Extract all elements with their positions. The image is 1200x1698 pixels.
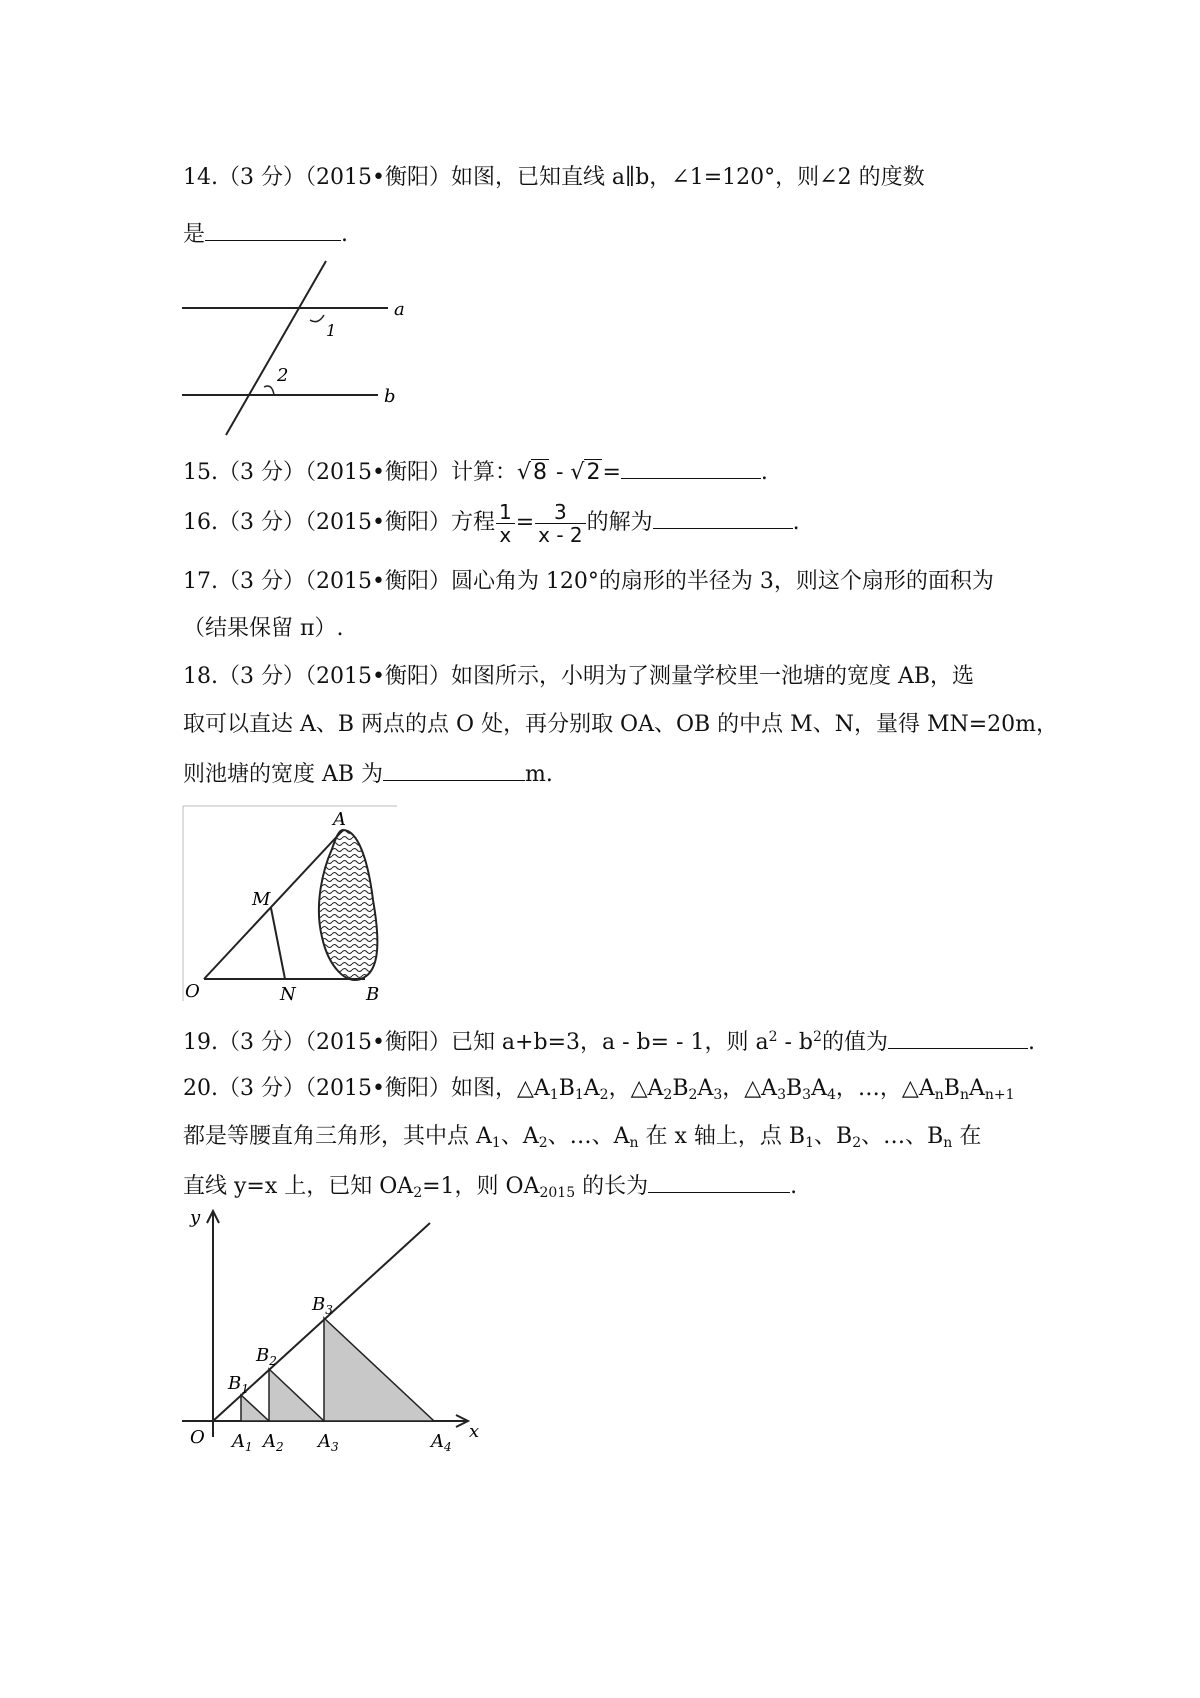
- label-A1: $A_1$: [232, 1431, 253, 1454]
- label-M: M: [252, 889, 271, 910]
- q15-line: [183, 456, 768, 488]
- q16-fraction2: $\frac{3}{x - 2}$: [535, 501, 586, 546]
- label-O: O: [185, 981, 200, 1002]
- q20-triangle2: $\triangle A_2B_2A_3$: [630, 1076, 723, 1103]
- q18-suffix: m.: [525, 762, 553, 787]
- q20-line1: [183, 1074, 1015, 1104]
- q19-tail: 的值为: [821, 1030, 888, 1055]
- label-N: N: [280, 984, 296, 1005]
- q15-root1: √8: [516, 460, 547, 485]
- q18-prefix: 则池塘的宽度 AB 为: [183, 762, 384, 787]
- q19-sup2: 2: [813, 1029, 822, 1045]
- q15-minus: -: [548, 460, 571, 485]
- label-A3: $A_3$: [318, 1431, 339, 1454]
- q14-answer-blank[interactable]: [205, 218, 341, 241]
- q18-line2: 取可以直达 A、B 两点的点 O 处，再分别取 OA、OB 的中点 M、N，量得 MN=20m，: [183, 712, 1059, 737]
- label-y: y: [190, 1207, 201, 1228]
- q14-line2: [183, 218, 348, 250]
- q14-prefix: 是: [183, 222, 206, 247]
- q19-answer-blank[interactable]: [888, 1026, 1028, 1049]
- q20-prefix: 20.（3 分）（2015•衡阳）如图，: [183, 1076, 517, 1101]
- q19-suffix: .: [1027, 1030, 1035, 1055]
- q20-answer-blank[interactable]: [648, 1170, 790, 1193]
- q15-eq: =: [602, 460, 621, 485]
- q20-sep3: ，…，: [835, 1076, 902, 1101]
- label-B1: $B_1$: [228, 1373, 249, 1396]
- label-B2: $B_2$: [256, 1345, 277, 1368]
- label-B3: $B_3$: [312, 1294, 333, 1317]
- q14-suffix: .: [341, 222, 349, 247]
- q19-mid: - b: [777, 1030, 814, 1055]
- transversal: [226, 261, 326, 435]
- label-O: O: [190, 1427, 205, 1448]
- q19-prefix: 19.（3 分）（2015•衡阳）已知 a+b=3，a - b= - 1，则 a: [183, 1030, 769, 1055]
- q15-prefix: 15.（3 分）（2015•衡阳）计算：: [183, 460, 517, 485]
- q17-line2: （结果保留 π）.: [183, 616, 344, 641]
- q18-line3: [183, 758, 553, 790]
- q20-triangle-n: $\triangle A_nB_nA_{n+1}$: [901, 1076, 1015, 1103]
- q18-line1: 18.（3 分）（2015•衡阳）如图所示，小明为了测量学校里一池塘的宽度 AB，选: [183, 664, 974, 689]
- label-B: B: [366, 984, 380, 1005]
- triangle-A3B3A4: [324, 1318, 434, 1421]
- q19-line: [183, 1026, 1035, 1058]
- label-A2: $A_2$: [263, 1431, 284, 1454]
- q17-line1: 17.（3 分）（2015•衡阳）圆心角为 120°的扇形的半径为 3，则这个扇形的面积为: [183, 569, 994, 594]
- triangle-A1B1A2: [241, 1395, 269, 1421]
- q16-eq: =: [515, 510, 535, 535]
- q15-answer-blank[interactable]: [621, 456, 761, 479]
- triangle-A2B2A3: [269, 1369, 324, 1421]
- label-angle1: 1: [326, 321, 337, 340]
- q14-line1: 14.（3 分）（2015•衡阳）如图，已知直线 a∥b，∠1=120°，则∠2 的度数: [183, 165, 925, 190]
- q19-sup1: 2: [768, 1029, 778, 1045]
- label-a: a: [394, 299, 405, 320]
- q20-line3: 直线 y=x 上，已知 $OA_2=1$，则 $OA_{2015}$ 的长为 .: [183, 1170, 797, 1202]
- q20-triangle3: $\triangle A_3B_3A_4$: [744, 1076, 836, 1103]
- q16-answer-blank[interactable]: [653, 506, 793, 529]
- pond: [319, 830, 377, 980]
- q16-fraction1: $\frac{1}{x}$: [496, 501, 515, 546]
- label-A: A: [333, 809, 346, 830]
- label-angle2: 2: [277, 365, 289, 386]
- q16-mid: 的解为: [586, 510, 653, 535]
- q15-root2: √2: [570, 460, 601, 485]
- q20-figure: [178, 1205, 488, 1475]
- q16-line: [183, 500, 800, 546]
- q20-triangle1: $\triangle A_1B_1A_2$: [516, 1076, 609, 1103]
- angle1-arc: [310, 315, 324, 322]
- q14-figure: [178, 255, 418, 440]
- q16-suffix: .: [792, 510, 800, 535]
- segment-MN: [271, 908, 285, 979]
- label-b: b: [384, 386, 396, 407]
- label-x: x: [469, 1421, 480, 1442]
- q18-figure: [182, 805, 402, 1005]
- q20-sep2: ，: [722, 1076, 745, 1101]
- q16-prefix: 16.（3 分）（2015•衡阳）方程: [183, 510, 495, 535]
- q18-answer-blank[interactable]: [383, 758, 525, 781]
- q15-suffix: .: [760, 460, 768, 485]
- angle2-arc: [264, 386, 274, 395]
- q20-sep1: ，: [608, 1076, 631, 1101]
- label-A4: $A_4$: [431, 1431, 452, 1454]
- q20-line2: 都是等腰直角三角形，其中点 $A_1$、$A_2$、…、$A_n$ 在 x 轴上，点 $B_1$、$B_2$、…、$B_n$ 在: [183, 1124, 982, 1151]
